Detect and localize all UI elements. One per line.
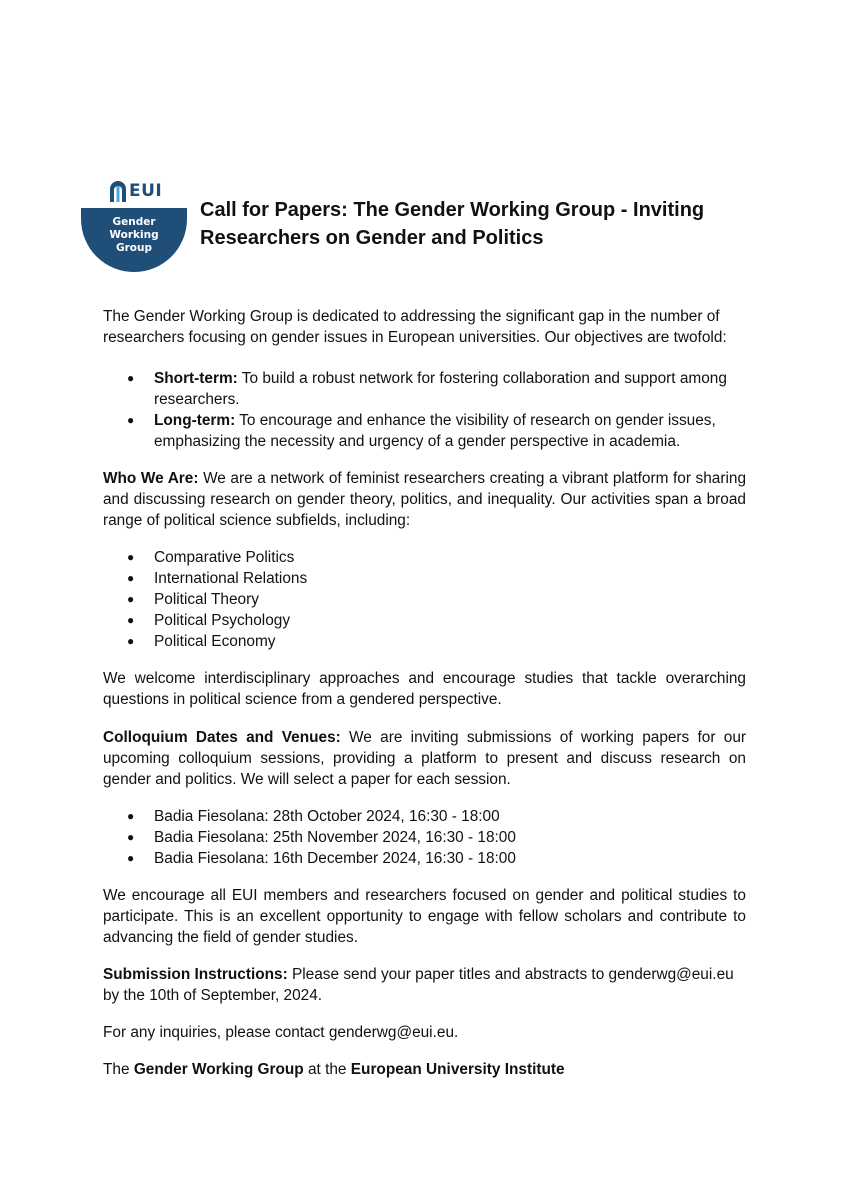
- who-we-are-paragraph: Who We Are: We are a network of feminist researchers creating a vibrant platform for sharing and discussing research on gender theory, politics, and inequality. Our activities span a broad range of political science subfields, including:: [103, 470, 747, 529]
- welcome-paragraph: We welcome interdisciplinary approaches and encourage studies that tackle overarching questions in political science from a gendered perspective.: [103, 670, 746, 708]
- header: [79, 176, 759, 276]
- eui-arch-icon: [109, 180, 127, 202]
- page-title: Call for Papers: The Gender Working Group - Inviting Researchers on Gender and Politics: [200, 199, 705, 249]
- intro-paragraph: The Gender Working Group is dedicated to addressing the significant gap in the number of researchers focusing on gender issues in European universities. Our objectives are twofold:: [103, 308, 727, 346]
- signoff: The Gender Working Group at the European University Institute: [103, 1061, 565, 1078]
- list-item: ● Political Psychology: [103, 610, 746, 631]
- dates-list: [103, 806, 746, 869]
- logo-line: Group: [115, 242, 152, 254]
- list-item: ● Badia Fiesolana: 25th November 2024, 16:30 - 18:00: [103, 827, 746, 848]
- list-item: ● International Relations: [103, 568, 746, 589]
- list-item: ● Badia Fiesolana: 28th October 2024, 16:30 - 18:00: [103, 806, 746, 827]
- list-item: ● Long-term: To encourage and enhance the visibility of research on gender issues, emphasizing the necessity and urgency of a gender perspective in academia.: [103, 410, 746, 452]
- logo-line: Working: [109, 229, 159, 241]
- logo-wordmark: [109, 178, 162, 204]
- logo-line: Gender: [112, 216, 156, 228]
- logo-badge: [81, 208, 187, 272]
- list-item: ● Comparative Politics: [103, 547, 746, 568]
- logo: [79, 176, 189, 272]
- encourage-paragraph: We encourage all EUI members and researchers focused on gender and political studies to participate. This is an excellent opportunity to engage with fellow scholars and contribute to advancing the field of gender studies.: [103, 887, 746, 946]
- list-item: ● Short-term: To build a robust network for fostering collaboration and support among researchers.: [103, 368, 746, 410]
- inquiries-paragraph: For any inquiries, please contact genderwg@eui.eu.: [103, 1024, 459, 1041]
- objectives-list: [103, 368, 746, 452]
- document-body: [103, 306, 746, 1080]
- logo-name: EUI: [129, 181, 163, 201]
- list-item: ● Political Economy: [103, 631, 746, 652]
- list-item: ● Political Theory: [103, 589, 746, 610]
- subfields-list: [103, 547, 746, 652]
- list-item: ● Badia Fiesolana: 16th December 2024, 16:30 - 18:00: [103, 848, 746, 869]
- submission-paragraph: Submission Instructions: Please send your paper titles and abstracts to genderwg@eui.eu by the 10th of September, 2024.: [103, 966, 734, 1004]
- colloquium-paragraph: Colloquium Dates and Venues: We are inviting submissions of working papers for our upcoming colloquium sessions, providing a platform to present and discuss research on gender and politics. We will select a paper for each session.: [103, 729, 747, 788]
